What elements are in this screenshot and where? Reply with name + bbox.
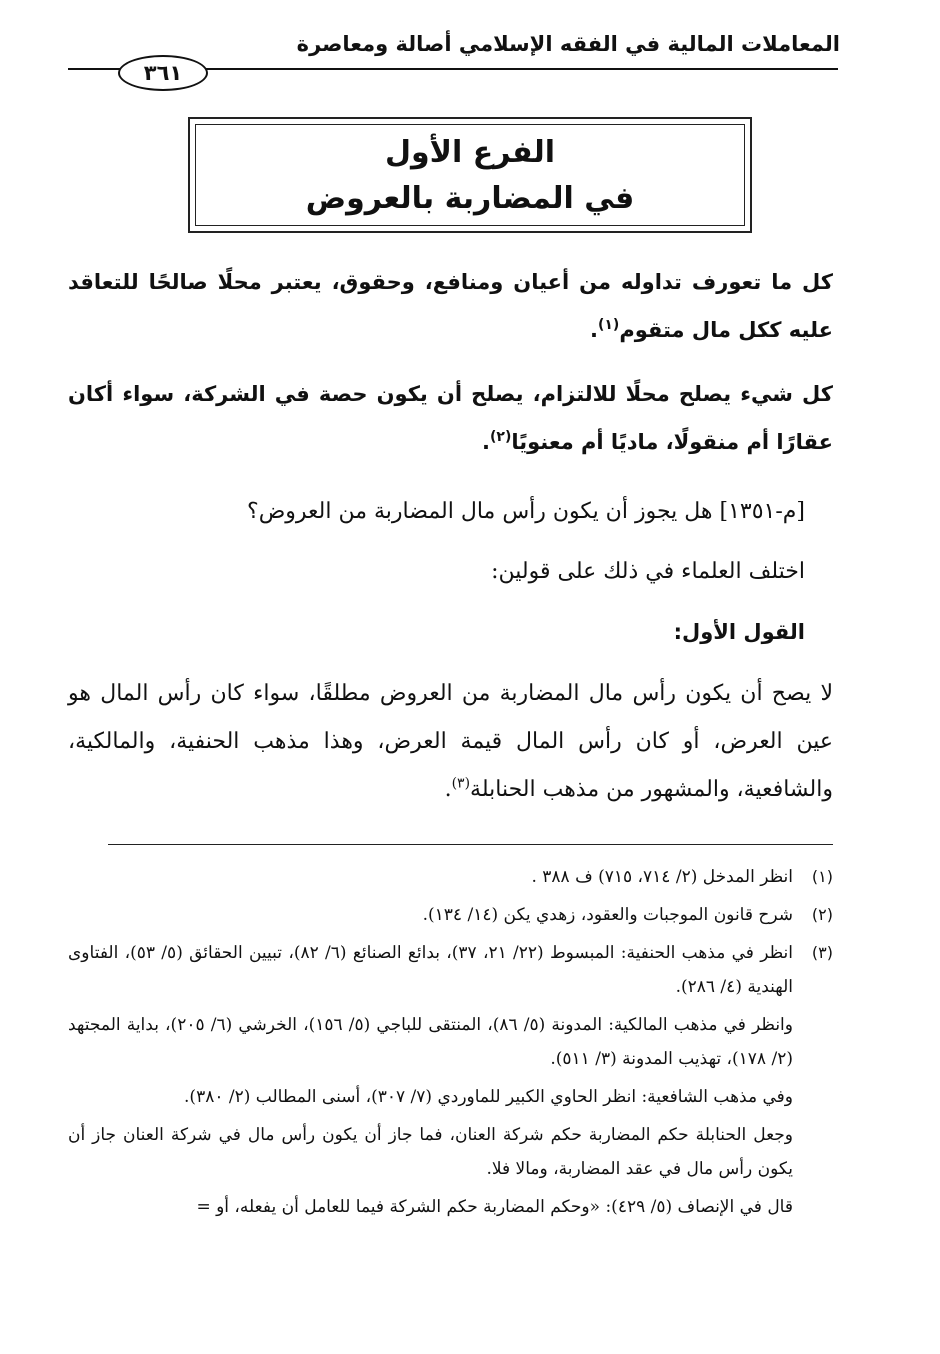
footnote-3-maliki: وانظر في مذهب المالكية: المدونة (٥/ ٨٦)، المنتقى للباجي (٥/ ١٥٦)، الخرشي (٦/ ٢٠٥)، بداية المجتهد (٢/ ١٧٨)، تهذيب المدونة (٣/ ٥١١). [68, 1015, 793, 1069]
footnote-3-insaf-quote: قال في الإنصاف (٥/ ٤٢٩): «وحكم المضاربة حكم الشركة فيما للعامل أن يفعله، أو = [196, 1197, 793, 1217]
paragraph-definition-2 [68, 370, 833, 466]
running-title: المعاملات المالية في الفقه الإسلامي أصالة ومعاصرة [296, 32, 840, 56]
footnote-text: انظر المدخل (٢/ ٧١٤، ٧١٥) ف ٣٨٨ . [531, 867, 793, 887]
section-heading-box [188, 117, 752, 233]
question-paragraph: [م-١٣٥١] هل يجوز أن يكون رأس مال المضاربة من العروض؟ [247, 499, 805, 524]
intro-paragraph: اختلف العلماء في ذلك على قولين: [491, 559, 805, 584]
footnote-number: (٢) [811, 905, 833, 924]
subheading-first-opinion: القول الأول: [673, 620, 805, 644]
footnote-3-hanbali: وجعل الحنابلة حكم المضاربة حكم شركة العنان، فما جاز أن يكون رأس مال في شركة العنان جاز أن يكون رأس مال في عقد المضاربة، ومالا فلا. [68, 1125, 793, 1179]
page-number: ٣٦١ [118, 55, 208, 91]
footnote-number: (١) [811, 867, 833, 886]
footnote-number: (٣) [811, 943, 833, 962]
footnote-text: انظر في مذهب الحنفية: المبسوط (٢٢/ ٢١، ٣٧)، بدائع الصنائع (٦/ ٨٢)، تبيين الحقائق (٥/ ٥٣)، الفتاوى الهندية (٤/ ٢٨٦). [68, 943, 794, 997]
footnote-3 [68, 936, 833, 1004]
paragraph-text: كل ما تعورف تداوله من أعيان ومنافع، وحقوق، يعتبر محلًا صالحًا للتعاقد عليه ككل مال متقوم [68, 270, 833, 342]
footnote-text: شرح قانون الموجبات والعقود، زهدي يكن (١٤/ ١٣٤). [422, 905, 793, 925]
paragraph-end: . [444, 777, 452, 802]
footnote-2 [68, 898, 833, 932]
footnote-ref[interactable]: (٢) [490, 429, 512, 445]
footnote-ref[interactable]: (١) [597, 317, 620, 333]
paragraph-end: . [482, 430, 490, 454]
footnote-ref[interactable]: (٣) [451, 775, 471, 792]
paragraph-first-opinion [68, 670, 833, 814]
paragraph-text: لا يصح أن يكون رأس مال المضاربة من العروض مطلقًا، سواء كان رأس المال هو عين العرض، أو كان رأس المال قيمة العرض، وهذا مذهب الحنفية، والمالكية، والشافعية، والمشهور من مذهب الحنابلة [68, 681, 833, 802]
section-heading-line-1: الفرع الأول [384, 135, 556, 170]
footnote-3-shafii: وفي مذهب الشافعية: انظر الحاوي الكبير للماوردي (٧/ ٣٠٧)، أسنى المطالب (٢/ ٣٨٠). [184, 1087, 793, 1107]
section-heading-line-2: في المضاربة بالعروض [305, 181, 635, 216]
paragraph-definition-1 [68, 258, 833, 354]
paragraph-text: كل شيء يصلح محلًا للالتزام، يصلح أن يكون حصة في الشركة، سواء أكان عقارًا أم منقولًا، ماديًا أم معنويًا [68, 382, 833, 454]
paragraph-end: . [589, 318, 598, 342]
footnote-separator [108, 844, 833, 845]
footnotes [68, 860, 833, 1228]
footnote-1 [68, 860, 833, 894]
